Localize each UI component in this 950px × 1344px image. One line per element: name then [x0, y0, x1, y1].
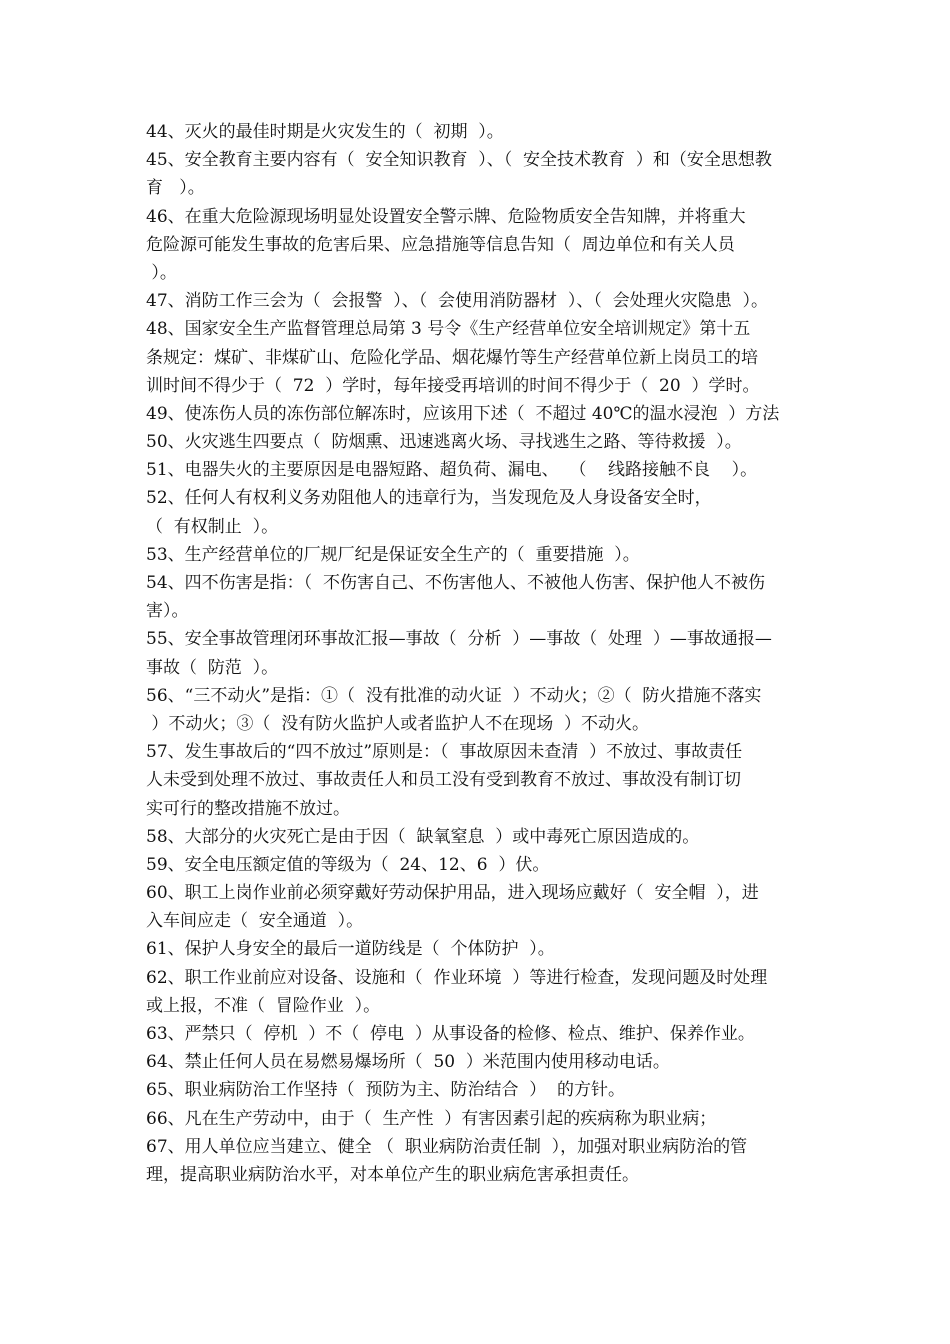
- text-line: 52、任何人有权利义务劝阻他人的违章行为，当发现危及人身设备安全时，: [146, 488, 712, 509]
- text-line: ）。: [146, 262, 177, 283]
- text-line: 67、用人单位应当建立、健全 （ 职业病防治责任制 ），加强对职业病防治的管: [146, 1136, 748, 1157]
- text-line: 54、四不伤害是指：（ 不伤害自己、不伤害他人、不被他人伤害、保护他人不被伤: [146, 573, 765, 593]
- text-line: 训时间不得少于（ 72 ）学时，每年接受再培训的时间不得少于（ 20 ）学时。: [146, 375, 760, 396]
- text-line: 理，提高职业病防治水平，对本单位产生的职业病危害承担责任。: [146, 1164, 639, 1185]
- text-line: 条规定：煤矿、非煤矿山、危险化学品、烟花爆竹等生产经营单位新上岗员工的培: [146, 347, 758, 368]
- text-line: 51、电器失火的主要原因是电器短路、超负荷、漏电、 （ 线路接触不良 ）。: [146, 460, 758, 481]
- text-line: 48、国家安全生产监督管理总局第 3 号令《生产经营单位安全培训规定》第十五: [146, 319, 751, 340]
- text-line: 59、安全电压额定值的等级为（ 24、12、6 ）伏。: [146, 854, 550, 875]
- text-line: 63、严禁只（ 停机 ）不（ 停电 ）从事设备的检修、检点、维护、保养作业。: [146, 1024, 755, 1044]
- text-line: （ 有权制止 ）。: [146, 516, 279, 537]
- text-line: 62、职工作业前应对设备、设施和（ 作业环境 ）等进行检查，发现问题及时处理: [146, 967, 768, 988]
- document-page: [146, 118, 812, 1189]
- text-line: 56、“三不动火”是指：①（ 没有批准的动火证 ）不动火；②（ 防火措施不落实: [146, 685, 762, 706]
- text-line: 55、安全事故管理闭环事故汇报—事故（ 分析 ）—事故（ 处理 ）—事故通报—: [146, 629, 772, 650]
- text-line: 实可行的整改措施不放过。: [146, 798, 350, 819]
- text-line: 58、大部分的火灾死亡是由于因（ 缺氧窒息 ）或中毒死亡原因造成的。: [146, 826, 700, 847]
- text-line: 育 ）。: [146, 178, 205, 199]
- text-line: 危险源可能发生事故的危害后果、应急措施等信息告知（ 周边单位和有关人员: [146, 234, 735, 255]
- text-line: 53、生产经营单位的厂规厂纪是保证安全生产的（ 重要措施 ）。: [146, 544, 640, 565]
- text-line: 50、火灾逃生四要点（ 防烟熏、迅速逃离火场、寻找逃生之路、等待救援 ）。: [146, 432, 742, 453]
- text-line: 46、在重大危险源现场明显处设置安全警示牌、危险物质安全告知牌，并将重大: [146, 206, 746, 227]
- text-line: 或上报，不准（ 冒险作业 ）。: [146, 995, 381, 1016]
- text-line: 害）。: [146, 601, 189, 622]
- text-line: 47、消防工作三会为（ 会报警 ）、（ 会使用消防器材 ）、（ 会处理火灾隐患 ）。: [146, 291, 768, 312]
- text-line: 65、职业病防治工作坚持（ 预防为主、防治结合 ） 的方针。: [146, 1080, 626, 1101]
- text-line: 60、职工上岗作业前必须穿戴好劳动保护用品，进入现场应戴好（ 安全帽 ），进: [146, 883, 759, 904]
- text-line: 入车间应走（ 安全通道 ）。: [146, 911, 364, 932]
- text-line: 61、保护人身安全的最后一道防线是（ 个体防护 ）。: [146, 939, 555, 960]
- text-line: 45、安全教育主要内容有（ 安全知识教育 ）、（ 安全技术教育 ）和（安全思想教: [146, 150, 772, 171]
- text-line: 49、使冻伤人员的冻伤部位解冻时，应该用下述（ 不超过 40℃的温水浸泡 ）方法: [146, 403, 780, 424]
- text-line: 人未受到处理不放过、事故责任人和员工没有受到教育不放过、事故没有制订切: [146, 770, 741, 791]
- text-line: 事故（ 防范 ）。: [146, 657, 279, 678]
- text-line: 44、灭火的最佳时期是火灾发生的（ 初期 ）。: [146, 122, 504, 142]
- text-line: ）不动火；③（ 没有防火监护人或者监护人不在现场 ）不动火。: [146, 713, 650, 734]
- text-line: 66、凡在生产劳动中，由于（ 生产性 ）有害因素引起的疾病称为职业病；: [146, 1108, 717, 1129]
- text-line: 57、发生事故后的“四不放过”原则是：（ 事故原因未查清 ）不放过、事故责任: [146, 742, 743, 763]
- text-line: 64、禁止任何人员在易燃易爆场所（ 50 ）米范围内使用移动电话。: [146, 1052, 670, 1073]
